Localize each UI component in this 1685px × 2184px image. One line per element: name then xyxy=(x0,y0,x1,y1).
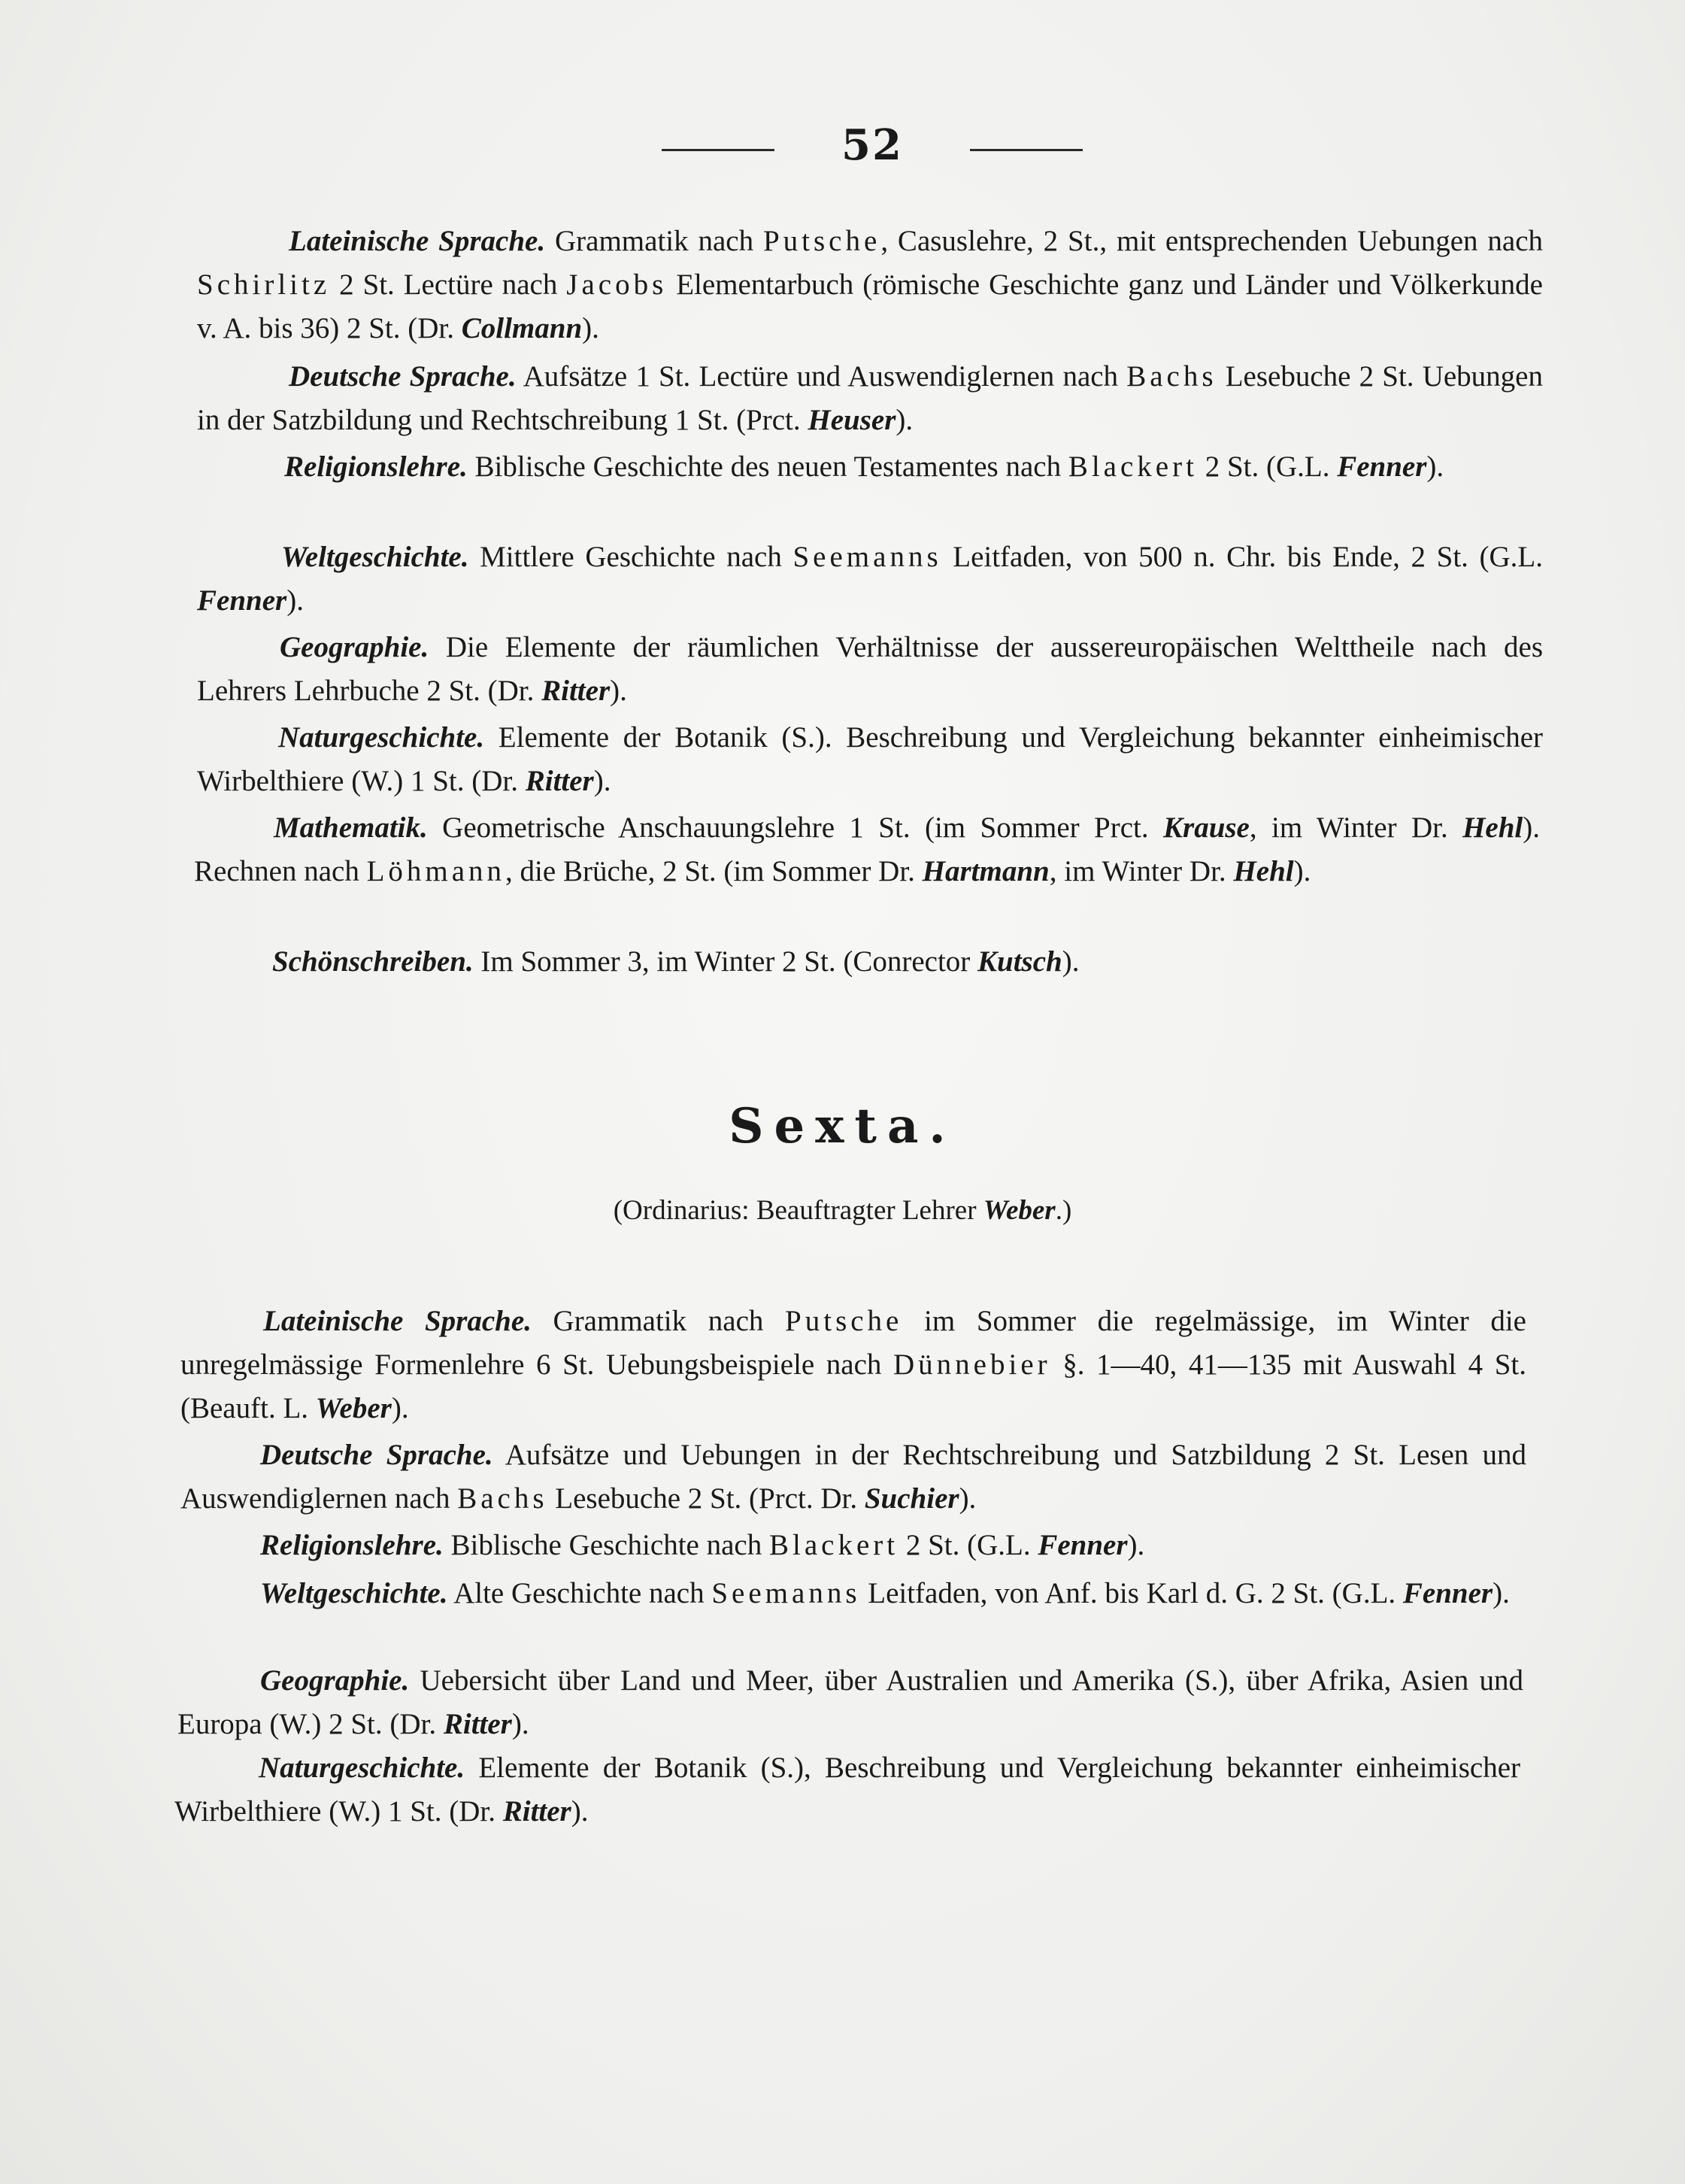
quinta-mathematik-paragraph: Mathematik. Geometrische Anschauungslehre 1 St. (im Sommer Prct. Krause, im Winter Dr. Hehl). Rechnen nach Löhmann, die Brüche, 2 St. (im Sommer Dr. Hartmann, im Winter Dr. Hehl). xyxy=(194,811,1541,887)
quinta-naturgeschichte-paragraph: Naturgeschichte. Elemente der Botanik (S.). Beschreibung und Vergleichung bekannter einheimischer Wirbelthiere (W.) 1 St. (Dr. Ritter). xyxy=(197,721,1543,797)
sexta-religion-paragraph: Religionslehre. Biblische Geschichte nach Blackert 2 St. (G.L. Fenner). xyxy=(260,1529,1145,1561)
header-rule-left xyxy=(662,149,774,151)
sexta-weltgeschichte-paragraph: Weltgeschichte. Alte Geschichte nach Seemanns Leitfaden, von Anf. bis Karl d. G. 2 St. (G.L. Fenner). xyxy=(260,1577,1510,1609)
page-number: 52 xyxy=(841,120,903,170)
sexta-naturgeschichte-paragraph: Naturgeschichte. Elemente der Botanik (S.), Beschreibung und Vergleichung bekannter einheimischer Wirbelthiere (W.) 1 St. (Dr. Ritter). xyxy=(174,1752,1520,1828)
sexta-geographie-paragraph: Geographie. Uebersicht über Land und Meer, über Australien und Amerika (S.), über Afrika, Asien und Europa (W.) 2 St. (Dr. Ritter). xyxy=(177,1664,1523,1740)
sexta-deutsch-paragraph: Deutsche Sprache. Aufsätze und Uebungen in der Rechtschreibung und Satzbildung 2 St. Lesen und Auswendiglernen nach Bachs Lesebuche 2 St. (Prct. Dr. Suchier). xyxy=(180,1439,1526,1515)
quinta-latein-paragraph: Lateinische Sprache. Grammatik nach Putsche, Casuslehre, 2 St., mit entsprechenden Uebungen nach Schirlitz 2 St. Lectüre nach Jacobs Elementarbuch (römische Geschichte ganz und Länder und Völkerkunde v. A. bis 36) 2 St. (Dr. Collmann). xyxy=(197,225,1544,344)
quinta-deutsch-paragraph: Deutsche Sprache. Aufsätze 1 St. Lectüre und Auswendiglernen nach Bachs Lesebuche 2 St. Uebungen in der Satzbildung und Rechtschreibung 1 St. (Prct. Heuser). xyxy=(197,360,1543,436)
sexta-latein-paragraph: Lateinische Sprache. Grammatik nach Putsche im Sommer die regelmässige, im Winter die unregelmässige Formenlehre 6 St. Uebungsbeispiele nach Dünnebier §. 1—40, 41—135 mit Auswahl 4 St. (Beauft. L. Weber). xyxy=(180,1305,1526,1424)
quinta-religion-paragraph: Religionslehre. Biblische Geschichte des neuen Testamentes nach Blackert 2 St. (G.L. Fenner). xyxy=(284,450,1444,483)
quinta-geographie-paragraph: Geographie. Die Elemente der räumlichen Verhältnisse der aussereuropäischen Welttheile nach des Lehrers Lehrbuche 2 St. (Dr. Ritter). xyxy=(197,631,1543,707)
section-title-sexta: Sexta. xyxy=(729,1098,956,1154)
sexta-ordinarius: (Ordinarius: Beauftragter Lehrer Weber.) xyxy=(613,1195,1072,1226)
quinta-schoenschreiben-paragraph: Schönschreiben. Im Sommer 3, im Winter 2 St. (Conrector Kutsch). xyxy=(272,945,1080,978)
page-header xyxy=(0,120,1685,180)
header-rule-right xyxy=(970,149,1083,151)
quinta-weltgeschichte-paragraph: Weltgeschichte. Mittlere Geschichte nach Seemanns Leitfaden, von 500 n. Chr. bis Ende, 2 St. (G.L. Fenner). xyxy=(197,541,1544,617)
